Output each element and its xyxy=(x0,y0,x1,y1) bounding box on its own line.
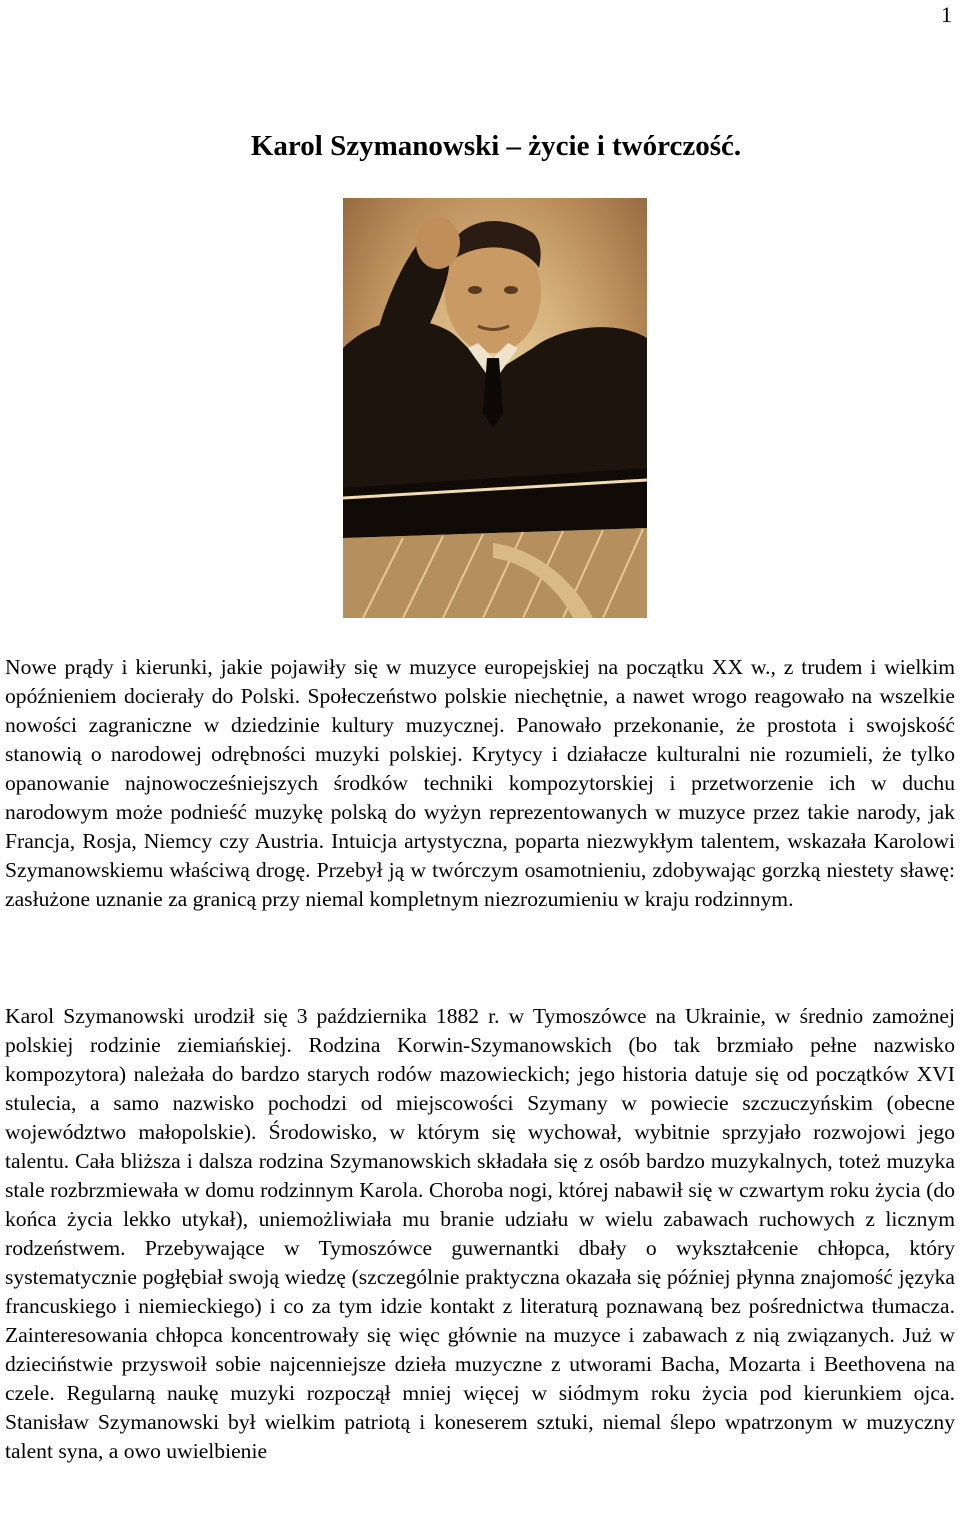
page-title: Karol Szymanowski – życie i twórczość. xyxy=(250,130,742,162)
paragraph-intro: Nowe prądy i kierunki, jakie pojawiły się w muzyce europejskiej na początku XX w., z trudem i wielkim opóźnieniem docierały do Polski. Społeczeństwo polskie niechętnie, a nawet wrogo reagowało na wszelkie nowości zagraniczne w dziedzinie kultury muzycznej. Panowało przekonanie, że prostota i swojskość stanowią o narodowej odrębności muzyki polskiej. Krytycy i działacze kulturalni nie rozumieli, że tylko opanowanie najnowocześniejszych środków techniki kompozytorskiej i przetworzenie ich w duchu narodowym może podnieść muzykę polską do wyżyn reprezentowanych w muzyce przez takie narody, jak Francja, Rosja, Niemcy czy Austria. Intuicja artystyczna, poparta niezwykłym talentem, wskazała Karolowi Szymanowskiemu właściwą drogę. Przebył ją w twórczym osamotnieniu, zdobywając gorzką niestety sławę: zasłużone uznanie za granicą przy niemal kompletnym niezrozumieniu w kraju rodzinnym. xyxy=(5,655,955,911)
portrait-photo xyxy=(343,198,647,618)
paragraph-biography: Karol Szymanowski urodził się 3 października 1882 r. w Tymoszówce na Ukrainie, w średnio zamożnej polskiej rodzinie ziemiańskiej. Rodzina Korwin-Szymanowskich (bo tak brzmiało pełne nazwisko kompozytora) należała do bardzo starych rodów mazowieckich; jego historia datuje się od początków XVI stulecia, a samo nazwisko pochodzi od miejscowości Szymany w powiecie szczuczyńskim (obecne województwo małopolskie). Środowisko, w którym się wychował, wybitnie sprzyjało rozwojowi jego talentu. Cała bliższa i dalsza rodzina Szymanowskich składała się z osób bardzo muzykalnych, toteż muzyka stale rozbrzmiewała w domu rodzinnym Karola. Choroba nogi, której nabawił się w czwartym roku życia (do końca życia lekko utykał), uniemożliwiała mu branie udziału w wielu zabawach ruchowych z licznym rodzeństwem. Przebywające w Tymoszówce guwernantki dbały o wykształcenie chłopca, który systematycznie pogłębiał swoją wiedzę (szczególnie praktyczna okazała się później płynna znajomość języka francuskiego i niemieckiego) i co za tym idzie kontakt z literaturą poznawaną bez pośrednictwa tłumacza. Zainteresowania chłopca koncentrowały się więc głównie na muzyce i zabawach z nią związanych. Już w dzieciństwie przyswoił sobie najcenniejsze dzieła muzyczne z utworami Bacha, Mozarta i Beethovena na czele. Regularną naukę muzyki rozpoczął mniej więcej w siódmym roku życia pod kierunkiem ojca. Stanisław Szymanowski był wielkim patriotą i koneserem sztuki, niemal ślepo wpatrzonym w muzyczny talent syna, a owo uwielbienie xyxy=(5,1004,955,1463)
portrait-photo-icon xyxy=(343,198,647,618)
page-number: 1 xyxy=(941,2,952,27)
